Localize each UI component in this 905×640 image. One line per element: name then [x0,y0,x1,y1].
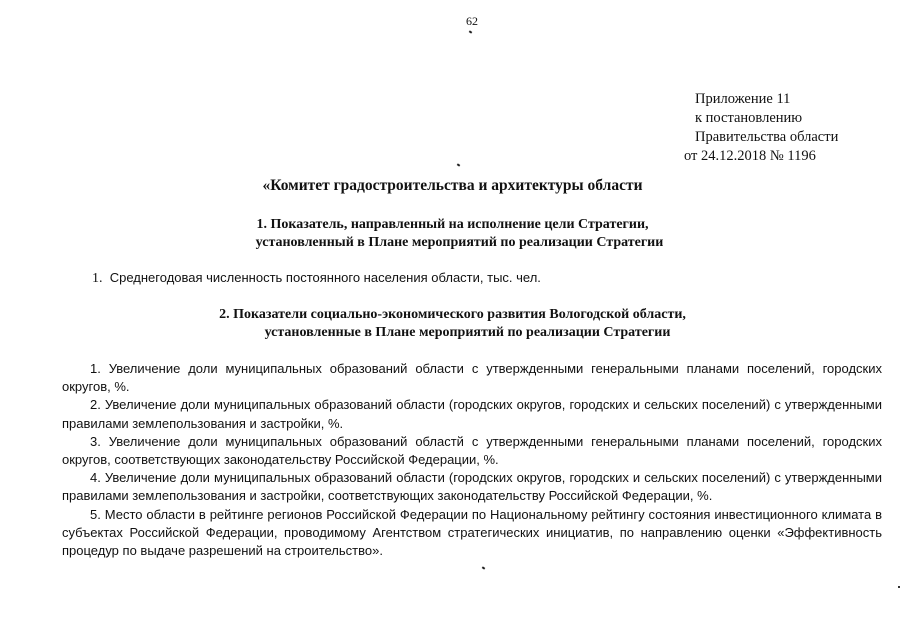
appendix-line-3: Правительства области [695,129,839,145]
appendix-line-4: от 24.12.2018 № 1196 [684,148,816,164]
scan-mark [457,163,461,166]
section-1-item-text: Среднегодовая численность постоянного населения области, тыс. чел. [109,270,541,285]
page-number: 62 [466,14,478,28]
section-2-heading [0,306,905,342]
list-item: 1. Увеличение доли муниципальных образований области с утвержденными генеральными планами поселений, городских округов, %. [62,361,882,395]
section-1-item-number: 1. [92,271,103,286]
section-1-heading-line-2: установленный в Плане мероприятий по реализации Стратегии [255,235,664,250]
scan-mark [482,566,486,569]
section-1-item [92,270,541,287]
list-item: 4. Увеличение доли муниципальных образований области (городских округов, городских и сельских поселений) с утвержденными правилами землепользования и застройки, соответствующих законодательству Российской Федерации, %. [62,470,882,504]
scan-mark [898,586,900,588]
section-2-heading-line-2: установленные в Плане мероприятий по реализации Стратегии [264,325,671,340]
appendix-block [684,90,838,166]
section-2-items [62,360,882,560]
list-item: 5. Место области в рейтинге регионов Российской Федерации по Национальному рейтингу состояния инвестиционного климата в субъектах Российской Федерации, проводимому Агентством стратегических инициатив, по направлению оценки «Эффективность процедур по выдаче разрешений на строительство». [62,506,882,559]
appendix-line-1: Приложение 11 [695,91,791,107]
section-1-heading [0,216,905,252]
section-2-heading-line-1: 2. Показатели социально-экономического развития Вологодской области, [219,307,686,322]
list-item: 2. Увеличение доли муниципальных образований области (городских округов, городских и сельских поселений) с утвержденными правилами землепользования и застройки, %. [62,397,882,431]
section-1-heading-line-1: 1. Показатель, направленный на исполнение цели Стратегии, [256,217,649,232]
document-title: «Комитет градостроительства и архитектуры области [262,177,643,194]
appendix-line-2: к постановлению [695,110,803,126]
scan-mark [469,30,473,33]
list-item: 3. Увеличение доли муниципальных образований областй с утвержденными генеральными планами поселений, городских округов, соответствующих законодательству Российской Федерации, %. [62,433,882,468]
